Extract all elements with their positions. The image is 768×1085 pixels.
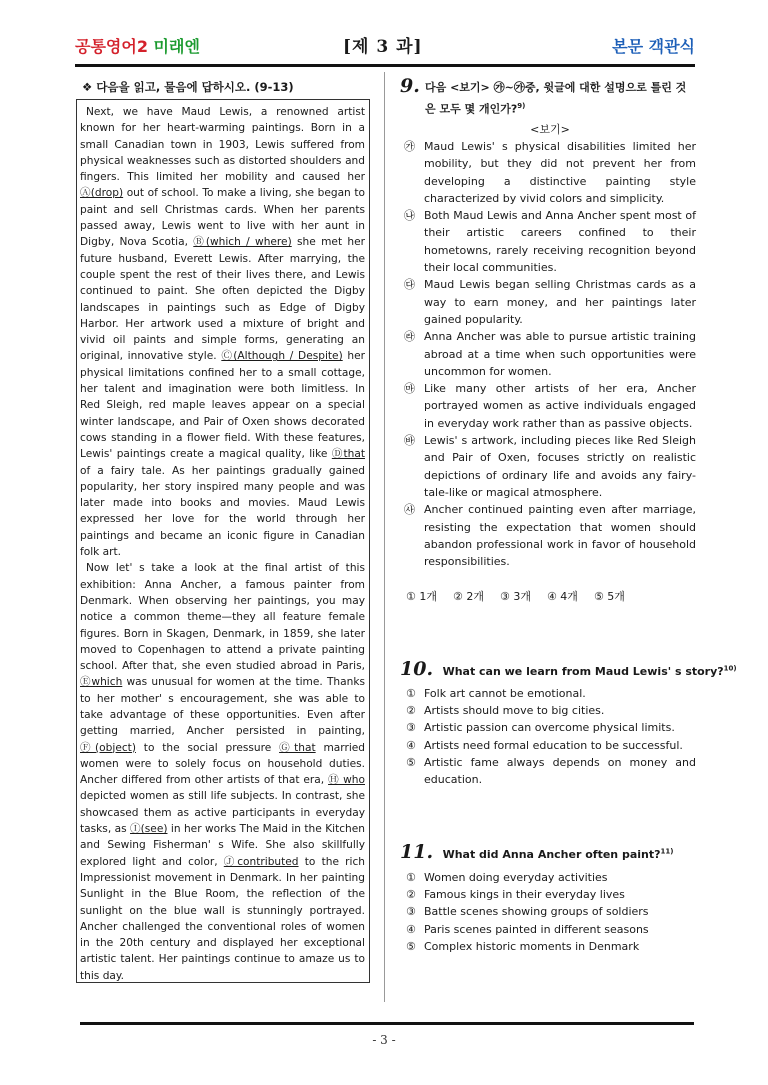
- option-mark: ①: [406, 687, 416, 700]
- statement-text: Anna Ancher was able to pursue artistic training abroad at a time when such opportunities were uncommon for women.: [424, 330, 696, 378]
- question-number: 9.: [400, 75, 420, 97]
- course-name: 공통영어2: [75, 37, 148, 56]
- passage-paragraph-2: [80, 560, 365, 984]
- passage-text: was unusual for women at the time. Thanks to her mother' s encouragement, she was able to take advantage of these opportunities. Even after getting married, Ancher persisted in painting,: [80, 676, 365, 738]
- bogi-statements: [404, 138, 696, 570]
- answer-options: [406, 685, 696, 788]
- question-11: [400, 841, 673, 863]
- option-text: Artistic passion can overcome physical limits.: [424, 721, 675, 735]
- bogi-title: <보기>: [530, 123, 570, 136]
- option-item[interactable]: [406, 702, 696, 719]
- statement-mark: ㉮: [404, 140, 415, 153]
- passage-text: Next, we have Maud Lewis, a renowned artist known for her heart-warming paintings. Born in a small Canadian town in 1903, Lewis suffered from physical weaknesses such as distorted shoulders and fingers. This limited her mobility and caused her: [80, 106, 365, 184]
- option-text: Artists should move to big cities.: [424, 704, 605, 718]
- blank-f: Ⓕ(object): [80, 741, 136, 754]
- choice-option[interactable]: ② 2개: [452, 590, 484, 603]
- choice-option[interactable]: ④ 4개: [546, 590, 578, 603]
- section-label: 본문 객관식: [612, 37, 695, 56]
- statement-text: Like many other artists of her era, Ancher portrayed women as active individuals engaged in everyday work rather than as passive objects.: [424, 382, 696, 430]
- statement-mark: ㉲: [404, 382, 415, 396]
- passage-text: out of school. To make a living, she began to paint and sell Christmas cards. When her parents passed away, Lewis went to live with her aunt in Digby, Nova Scotia,: [80, 187, 365, 249]
- passage-text: she met her future husband, Everett Lewis. After marrying, the couple spent the rest of their lives there, and Lewis continued to paint. She often depicted the Digby landscapes in paintings such as Edge of Digby Harbor. Her artwork used a mixture of bright and vivid oil paints and simple forms, generating an original, innovative style.: [80, 236, 365, 363]
- option-text: Complex historic moments in Denmark: [424, 939, 640, 953]
- statement-text: Lewis' s artwork, including pieces like Red Sleigh and Pair of Oxen, focuses strictly on realistic depictions of ordinary life and avoids any fairy-tale-like or magical atmosphere.: [424, 434, 696, 499]
- option-mark: ④: [406, 922, 416, 936]
- blank-e: Ⓔwhich: [80, 676, 123, 689]
- option-item[interactable]: [406, 719, 696, 736]
- option-item[interactable]: [406, 903, 696, 920]
- lesson-label: [제 3 과]: [343, 37, 423, 57]
- option-text: Paris scenes painted in different seasons: [424, 922, 649, 936]
- statement-text: Maud Lewis began selling Christmas cards as a way to earn money, and her paintings later gained popularity.: [424, 278, 696, 326]
- blank-a: Ⓐ(drop): [80, 187, 124, 200]
- question-text: [400, 75, 696, 119]
- option-item[interactable]: [406, 938, 696, 955]
- option-item[interactable]: [406, 921, 696, 938]
- option-text: Artists need formal education to be successful.: [424, 738, 683, 752]
- statement-item: [404, 501, 696, 570]
- option-item[interactable]: [406, 685, 696, 702]
- question-number: 11.: [400, 841, 434, 863]
- option-text: Folk art cannot be emotional.: [424, 687, 586, 700]
- option-mark: ④: [406, 738, 416, 752]
- option-text: Famous kings in their everyday lives: [424, 888, 625, 902]
- option-mark: ③: [406, 905, 416, 919]
- passage-paragraph-1: [80, 104, 365, 560]
- statement-mark: ㉱: [404, 330, 415, 344]
- statement-mark: ㉰: [404, 278, 415, 292]
- passage-text: to the social pressure: [135, 741, 280, 754]
- blank-d: Ⓓthat: [331, 448, 365, 461]
- question-text: [443, 665, 737, 678]
- option-mark: ②: [406, 888, 416, 902]
- statement-item: [404, 207, 696, 276]
- option-item[interactable]: [406, 886, 696, 903]
- passage-text: in her works The Maid in the Kitchen and Sewing Fisherman' s Wife. She also skillfully explored light and color,: [80, 823, 366, 868]
- blank-j: Ⓙcontributed: [223, 855, 299, 868]
- question-prompt: What can we learn from Maud Lewis' s story?: [442, 665, 724, 678]
- question-text: [443, 848, 674, 861]
- statement-text: Ancher continued painting even after marriage, resisting the expectation that women should abandon professional work in favor of household responsibilities.: [424, 503, 696, 569]
- header-rule: [75, 64, 695, 67]
- passage-text: her physical limitations confined her to a small cottage, her talent and imagination were both limitless. In Red Sleigh, red maple leaves appear on a special winter landscape, and Pair of Oxen shows decorated cows standing in a flower field. With these features, Lewis' paintings create a magical quality, like: [80, 350, 365, 461]
- footnote-ref: 11): [660, 847, 674, 856]
- statement-item: [404, 432, 696, 501]
- question-prompt: What did Anna Ancher often paint?: [442, 848, 661, 861]
- choice-option[interactable]: ③ 3개: [499, 590, 531, 603]
- statement-item: [404, 380, 696, 432]
- question-number: 10.: [400, 658, 434, 680]
- passage-text: of a fairy tale. As her paintings gradually gained popularity, her story inspired many people and was later made into books and movies. Maud Lewis expressed her love for the world through her paintings and became an iconic figure in Canadian folk art.: [80, 464, 365, 559]
- question-prompt: 다음 <보기> ㉮~㉮중, 윗글에 대한 설명으로 틀린 것은 모두 몇 개인가?: [425, 81, 687, 116]
- option-mark: ①: [406, 871, 416, 884]
- answer-choices: [406, 588, 696, 604]
- option-text: Battle scenes showing groups of soldiers: [424, 905, 649, 919]
- option-item[interactable]: [406, 869, 696, 886]
- instruction: ❖ 다음을 읽고, 물음에 답하시오. (9-13): [82, 80, 294, 94]
- page-number: - 3 -: [372, 1033, 396, 1047]
- statement-text: Maud Lewis' s physical disabilities limited her mobility, but they did not prevent her from developing a distinctive painting style characterized by vivid colors and simplicity.: [424, 140, 696, 205]
- statement-mark: ㉯: [404, 209, 415, 223]
- column-divider: [384, 72, 385, 1002]
- choice-option[interactable]: ① 1개: [406, 590, 437, 603]
- publisher-name: 미래엔: [153, 37, 200, 56]
- option-text: Women doing everyday activities: [424, 871, 608, 884]
- footer-rule: [80, 1022, 694, 1025]
- footnote-ref: 9): [517, 102, 526, 110]
- option-mark: ②: [406, 704, 416, 718]
- option-mark: ⑤: [406, 939, 416, 953]
- statement-item: [404, 138, 696, 207]
- statement-mark: ㉳: [404, 434, 415, 448]
- passage-text: married women were to solely focus on household duties. Ancher differed from other artists of that era,: [80, 741, 366, 787]
- answer-options: [406, 869, 696, 955]
- question-9: [400, 75, 696, 119]
- passage-text: Now let' s take a look at the final artist of this exhibition: Anna Ancher, a famous painter from Denmark. When observing her paintings, you may notice a common theme—they all feature female figures. Born in Skagen, Denmark, in 1859, she later moved to Copenhagen to attend a private painting school. After that, she even studied abroad in Paris,: [80, 562, 365, 673]
- statement-item: [404, 276, 696, 328]
- passage-text: depicted women as still life subjects. In contrast, she showcased them as active participants in everyday tasks, as: [80, 790, 365, 836]
- option-item[interactable]: [406, 754, 696, 788]
- question-10: [400, 658, 737, 680]
- choice-option[interactable]: ⑤ 5개: [593, 590, 625, 603]
- blank-g: Ⓖthat: [279, 741, 316, 754]
- statement-text: Both Maud Lewis and Anna Ancher spent most of their artistic careers confined to their hometowns, rarely receiving recognition beyond their local communities.: [424, 209, 696, 275]
- option-mark: ⑤: [406, 755, 416, 769]
- course-title: [75, 34, 200, 57]
- reading-passage: [76, 99, 370, 983]
- blank-b: Ⓑ(which / where): [193, 236, 292, 249]
- footnote-ref: 10): [723, 664, 737, 673]
- passage-text: to the rich Impressionist movement in Denmark. In her painting Sunlight in the Blue Room, the reflection of the sunlight on the blue wall is stunningly portrayed. Ancher challenged the conventional roles of women in the 20th century and displayed her exceptional artistic talent. Her paintings continue to amaze us to this day.: [80, 855, 366, 982]
- option-mark: ③: [406, 721, 416, 735]
- statement-item: [404, 328, 696, 380]
- option-text: Artistic fame always depends on money and education.: [424, 755, 696, 787]
- blank-c: Ⓒ(Although / Despite): [221, 350, 343, 363]
- page-header: [75, 28, 695, 60]
- blank-h: Ⓗ who: [328, 774, 365, 787]
- statement-mark: ㉴: [404, 503, 415, 517]
- blank-i: Ⓘ(see): [130, 823, 168, 836]
- option-item[interactable]: [406, 737, 696, 754]
